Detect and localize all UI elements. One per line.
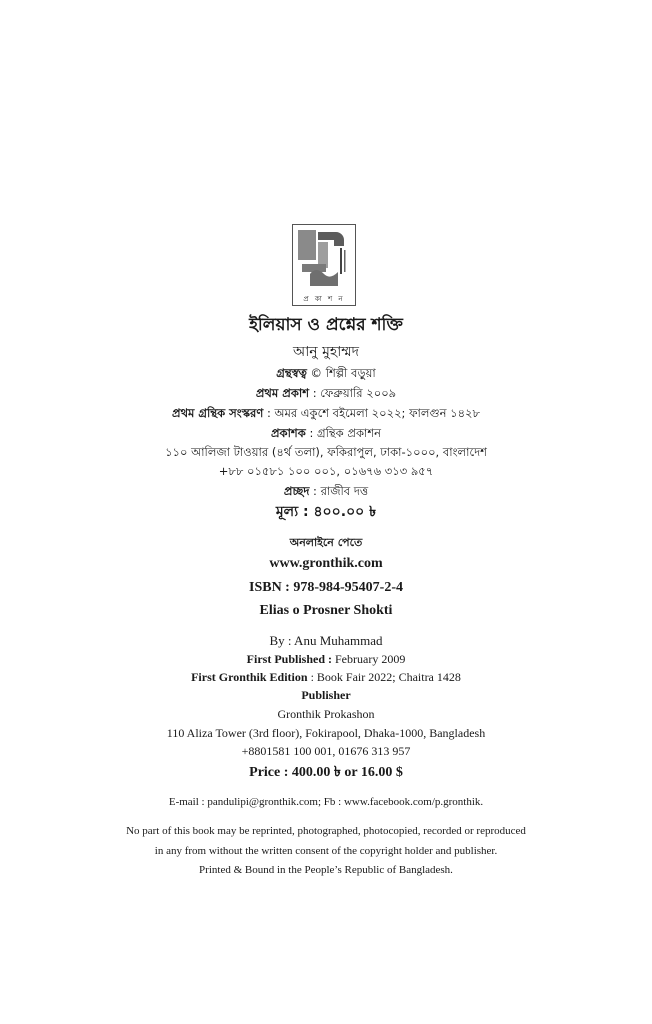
address-bn: ১১০ আলিজা টাওয়ার (৪র্থ তলা), ফকিরাপুল, ঢাকা-১০০০, বাংলাদেশ bbox=[165, 445, 487, 459]
edition-label-bn: প্রথম গ্রন্থিক সংস্করণ bbox=[172, 406, 264, 420]
online-label-bn: অনলাইনে পেতে bbox=[289, 536, 363, 549]
phone-bn: +৮৮ ০১৫৮১ ১০০ ০০১, ০১৬৭৬ ৩১৩ ৯৫৭ bbox=[218, 464, 434, 478]
publisher-line-bn: প্রকাশক : গ্রন্থিক প্রকাশন bbox=[270, 426, 382, 440]
first-published-value-bn: ফেব্রুয়ারি ২০০৯ bbox=[320, 386, 397, 400]
book-title-bn: ইলিয়াস ও প্রশ্নের শক্তি bbox=[249, 315, 403, 335]
book-title-en: Elias o Prosner Shokti bbox=[259, 603, 393, 618]
copyright-notice-2: in any from without the written consent of the copyright holder and publisher. bbox=[154, 845, 498, 857]
price-en: Price : 400.00 ৳ or 16.00 $ bbox=[249, 765, 403, 780]
website-link[interactable]: www.gronthik.com bbox=[269, 556, 383, 571]
address-en: 110 Aliza Tower (3rd floor), Fokirapool, Dhaka-1000, Bangladesh bbox=[166, 726, 486, 740]
first-published-value-en: February 2009 bbox=[335, 652, 406, 666]
cover-label-bn: প্রচ্ছদ bbox=[283, 484, 310, 498]
first-published-line-en bbox=[0, 653, 652, 665]
cover-line-bn: প্রচ্ছদ : রাজীব দত্ত bbox=[283, 484, 369, 498]
edition-value-en: : Book Fair 2022; Chaitra 1428 bbox=[310, 670, 461, 684]
copyright-notice-1: No part of this book may be reprinted, photographed, photocopied, recorded or reproduced bbox=[126, 825, 526, 837]
isbn: ISBN : 978-984-95407-2-4 bbox=[249, 580, 403, 595]
publisher-heading-en: Publisher bbox=[301, 688, 351, 702]
first-published-line-bn: প্রথম প্রকাশ : ফেব্রুয়ারি ২০০৯ bbox=[255, 386, 397, 400]
copyright-notice-3: Printed & Bound in the People’s Republic of Bangladesh. bbox=[199, 864, 453, 876]
logo-caption: প্র কা শ ন bbox=[303, 295, 345, 303]
copyright-line-bn bbox=[0, 368, 652, 380]
publisher-value-bn: গ্রন্থিক প্রকাশন bbox=[316, 426, 382, 440]
cover-value-bn: রাজীব দত্ত bbox=[320, 484, 369, 498]
edition-value-bn: অমর একুশে বইমেলা ২০২২; ফালগুন ১৪২৮ bbox=[274, 406, 480, 420]
grontho-emblem-icon bbox=[296, 228, 352, 290]
price-bn: মূল্য : ৪০০.০০ ৳ bbox=[275, 504, 377, 520]
contact-line: E-mail : pandulipi@gronthik.com; Fb : www.facebook.com/p.gronthik. bbox=[168, 796, 484, 808]
publisher-label-bn: প্রকাশক bbox=[270, 426, 306, 440]
author-bn: আনু মুহাম্মদ bbox=[292, 344, 360, 360]
first-published-label-bn: প্রথম প্রকাশ bbox=[255, 386, 310, 400]
edition-line-en bbox=[0, 671, 652, 683]
phone-en: +8801581 100 001, 01676 313 957 bbox=[241, 744, 411, 758]
copyright-label-bn: গ্রন্থস্বত্ব bbox=[276, 366, 307, 380]
publisher-logo bbox=[292, 224, 356, 306]
edition-line-bn: প্রথম গ্রন্থিক সংস্করণ : অমর একুশে বইমেলা ২০২২; ফালগুন ১৪২৮ bbox=[172, 406, 480, 420]
first-published-label-en: First Published : bbox=[246, 652, 332, 666]
author-en: By : Anu Muhammad bbox=[269, 633, 383, 648]
edition-label-en: First Gronthik Edition bbox=[191, 670, 308, 684]
copyright-value-bn: © শিল্পী বড়ুয়া bbox=[310, 366, 376, 380]
publisher-name-en: Gronthik Prokashon bbox=[277, 707, 375, 721]
